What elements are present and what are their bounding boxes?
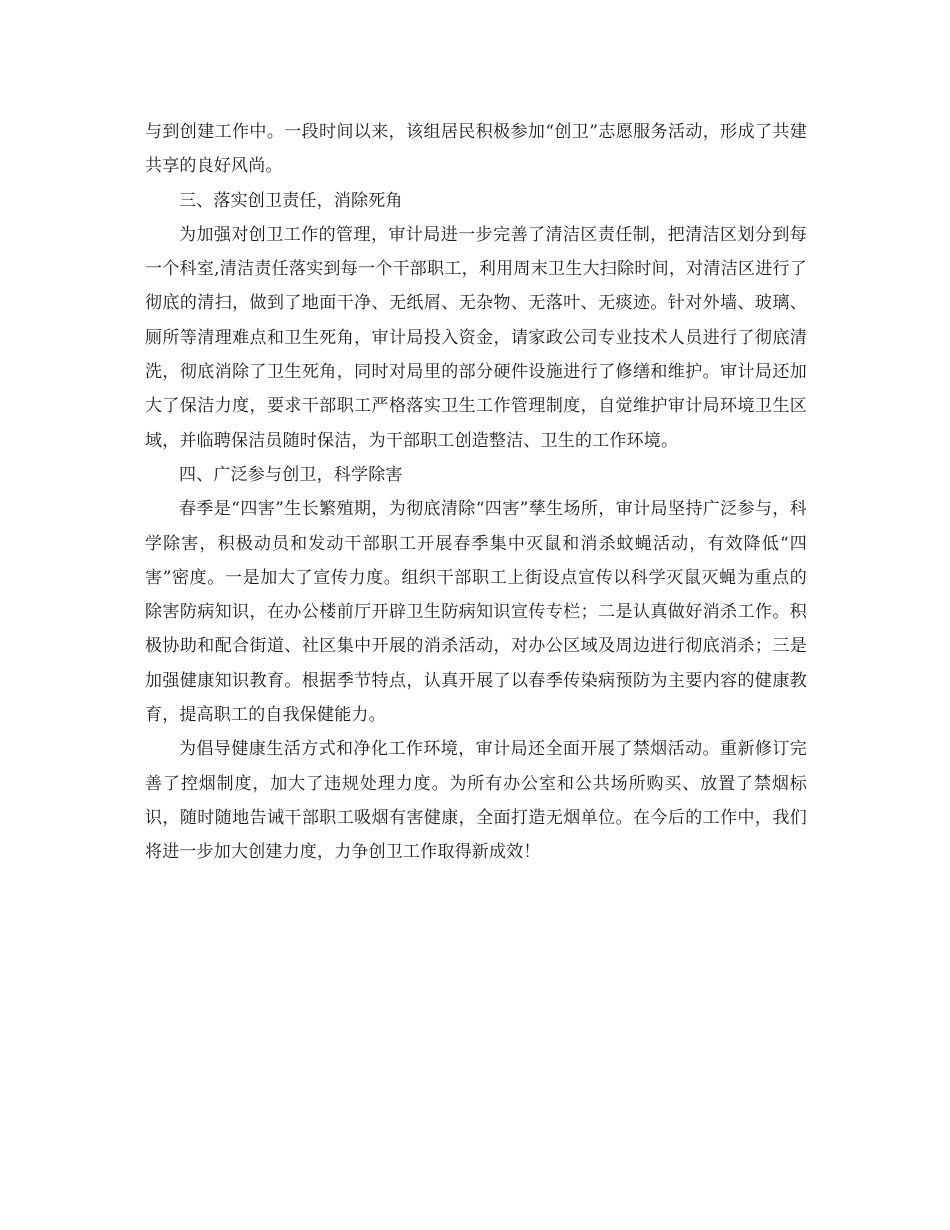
- section-heading-4: 四、广泛参与创卫，科学除害: [179, 464, 403, 485]
- paragraph-smoking-ban: 为倡导健康生活方式和净化工作环境，审计局还全面开展了禁烟活动。重新修订完善了控烟制度，加大了违规处理力度。为所有办公室和公共场所购买、放置了禁烟标识，随时随地告诫干部职工吸烟有害健康，全面打造无烟单位。在今后的工作中，我们将进一步加大创建力度，力争创卫工作取得新成效！: [145, 739, 807, 863]
- paragraph-pest-control: 春季是“四害”生长繁殖期，为彻底清除“四害”孳生场所，审计局坚持广泛参与，科学除害，积极动员和发动干部职工开展春季集中灭鼠和消杀蚊蝇活动，有效降低“四害”密度。一是加大了宣传力度。组织干部职工上街设点宣传以科学灭鼠灭蝇为重点的除害防病知识，在办公楼前厅开辟卫生防病知识宣传专栏；二是认真做好消杀工作。积极协助和配合街道、社区集中开展的消杀活动，对办公区域及周边进行彻底消杀；三是加强健康知识教育。根据季节特点，认真开展了以春季传染病预防为主要内容的健康教育，提高职工的自我保健能力。: [145, 499, 807, 726]
- document-body: [145, 115, 807, 870]
- paragraph-continuation: 与到创建工作中。一段时间以来，该组居民积极参加“创卫”志愿服务活动，形成了共建共享的良好风尚。: [145, 122, 807, 177]
- paragraph-cleaning-responsibility: 为加强对创卫工作的管理，审计局进一步完善了清洁区责任制，把清洁区划分到每一个科室,清洁责任落实到每一个干部职工，利用周末卫生大扫除时间，对清洁区进行了彻底的清扫，做到了地面干净、无纸屑、无杂物、无落叶、无痰迹。针对外墙、玻璃、厕所等清理难点和卫生死角，审计局投入资金，请家政公司专业技术人员进行了彻底清洗，彻底消除了卫生死角，同时对局里的部分硬件设施进行了修缮和维护。审计局还加大了保洁力度，要求干部职工严格落实卫生工作管理制度，自觉维护审计局环境卫生区域，并临聘保洁员随时保洁，为干部职工创造整洁、卫生的工作环境。: [145, 224, 807, 451]
- section-heading-3: 三、落实创卫责任，消除死角: [179, 190, 403, 211]
